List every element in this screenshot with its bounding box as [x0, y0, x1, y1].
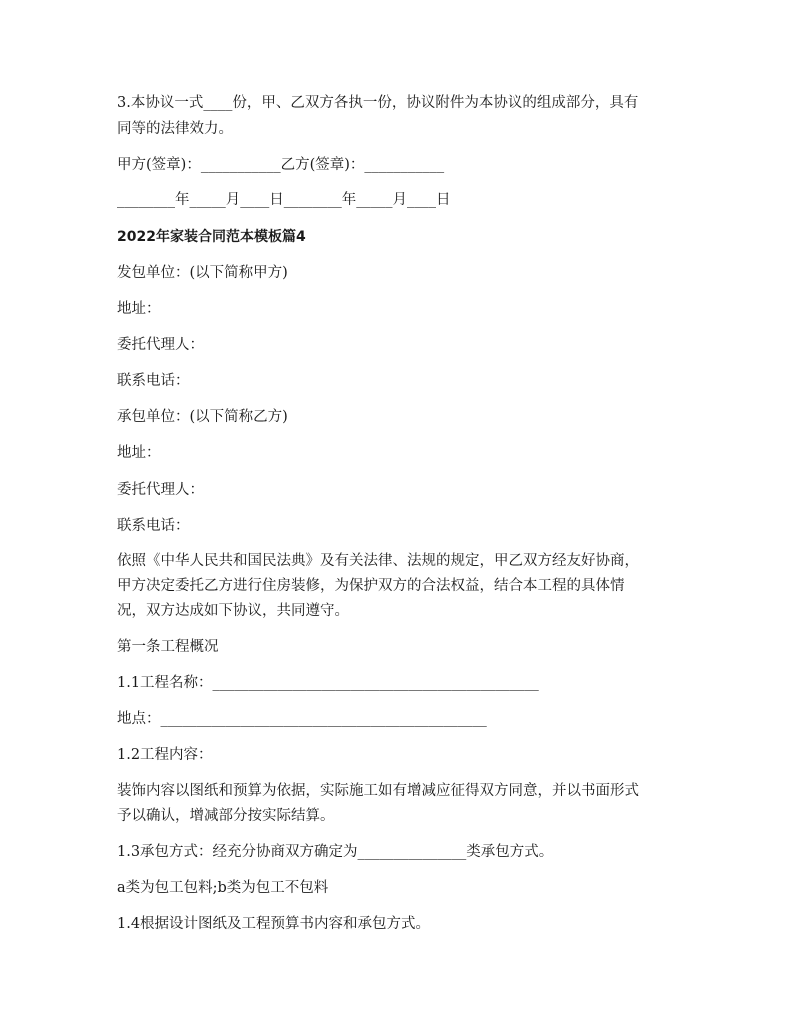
party-b-agent: 委托代理人：	[117, 482, 204, 498]
item-1-4: 1.4根据设计图纸及工程预算书内容和承包方式。	[117, 916, 431, 932]
contract-types: a类为包工包料;b类为包工不包料	[117, 880, 329, 896]
item-1-3-contract-method: 1.3承包方式：经充分协商双方确定为_______________类承包方式。	[117, 844, 554, 860]
party-a-phone: 联系电话：	[117, 373, 190, 389]
signature-line: 甲方(签章)：___________乙方(签章)：___________	[117, 157, 445, 173]
clause-3-line-2: 同等的法律效力。	[117, 121, 233, 137]
date-line: ________年_____月____日________年_____月____日	[117, 192, 451, 208]
content-line-2: 予以确认，增减部分按实际结算。	[117, 808, 335, 824]
party-a-unit: 发包单位：(以下简称甲方)	[117, 265, 288, 281]
preamble-line-1: 依照《中华人民共和国民法典》及有关法律、法规的规定，甲乙双方经友好协商，	[117, 553, 639, 569]
item-1-1-project-name: 1.1工程名称：_____________________________________________	[117, 675, 539, 691]
preamble-line-2: 甲方决定委托乙方进行住房装修，为保护双方的合法权益，结合本工程的具体情	[117, 578, 625, 594]
party-b-address: 地址：	[117, 445, 161, 461]
party-b-phone: 联系电话：	[117, 518, 190, 534]
article-1-title: 第一条工程概况	[117, 639, 219, 655]
preamble-line-3: 况，双方达成如下协议，共同遵守。	[117, 603, 349, 619]
party-a-address: 地址：	[117, 301, 161, 317]
section-title: 2022年家装合同范本模板篇4	[117, 229, 306, 245]
content-line-1: 装饰内容以图纸和预算为依据，实际施工如有增减应征得双方同意，并以书面形式	[117, 783, 639, 799]
clause-3-line-1: 3.本协议一式____份，甲、乙双方各执一份，协议附件为本协议的组成部分，具有	[117, 95, 639, 111]
party-b-unit: 承包单位：(以下简称乙方)	[117, 409, 288, 425]
party-a-agent: 委托代理人：	[117, 337, 204, 353]
item-location: 地点：_____________________________________________	[117, 711, 487, 727]
item-1-2-project-content: 1.2工程内容：	[117, 747, 213, 763]
